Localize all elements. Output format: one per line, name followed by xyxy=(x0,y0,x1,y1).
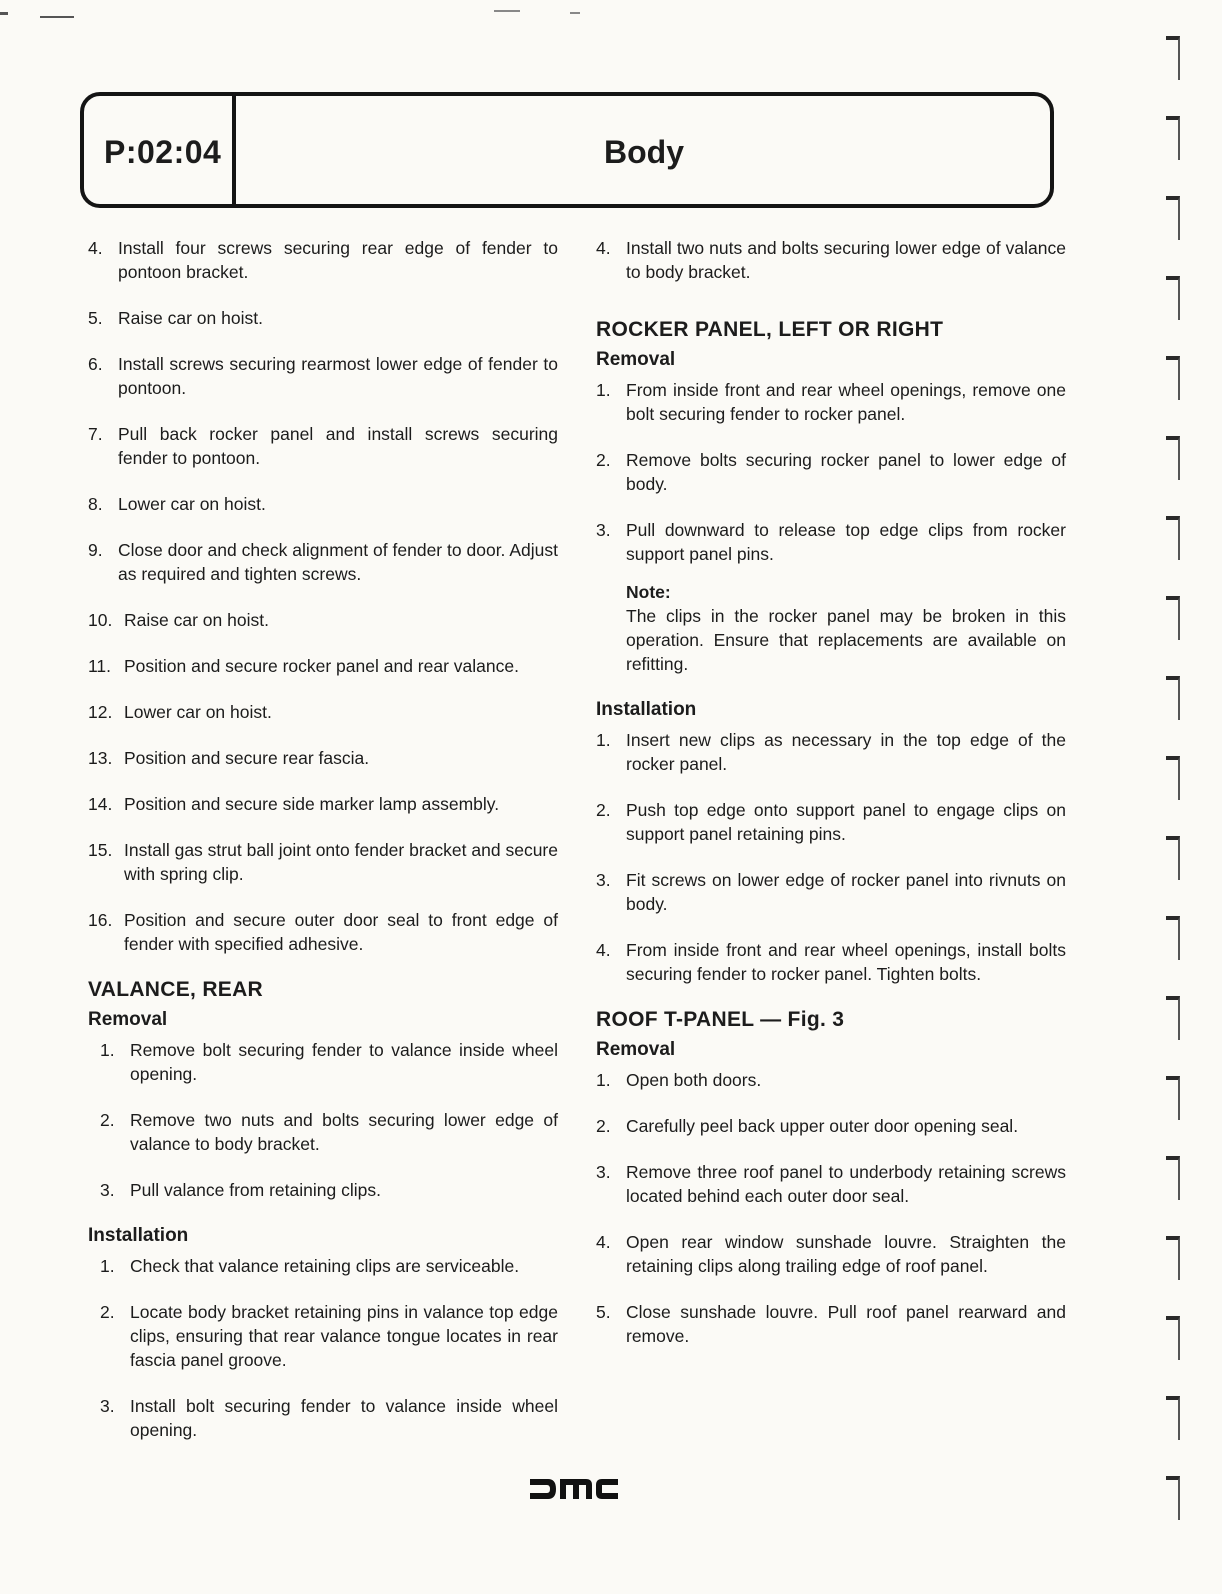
fender-installation-steps xyxy=(88,236,558,956)
subsection-title-installation: Installation xyxy=(88,1225,189,1246)
valance-removal-steps xyxy=(88,1038,558,1202)
list-item: 12. Lower car on hoist. xyxy=(88,702,272,722)
left-column xyxy=(88,236,558,1464)
list-item: 5. Close sunshade louvre. Pull roof panel rearward and remove. xyxy=(596,1302,1066,1346)
dmc-logo xyxy=(528,1476,620,1502)
page-code: P:02:04 xyxy=(104,134,222,170)
section-title-roof-t-panel: ROOF T-PANEL — Fig. 3 xyxy=(596,1008,845,1031)
roof-removal-steps xyxy=(596,1068,1066,1348)
list-item: 4. Open rear window sunshade louvre. Straighten the retaining clips along trailing edge of roof panel. xyxy=(596,1232,1066,1276)
list-item: 2. Push top edge onto support panel to engage clips on support panel retaining pins. xyxy=(596,800,1066,844)
list-item: 1. Remove bolt securing fender to valance inside wheel opening. xyxy=(100,1040,558,1084)
list-item: 6. Install screws securing rearmost lower edge of fender to pontoon. xyxy=(88,354,558,398)
section-title-valance: VALANCE, REAR xyxy=(88,978,264,1001)
list-item: 3. Pull valance from retaining clips. xyxy=(100,1180,381,1200)
subsection-title-removal: Removal xyxy=(596,349,676,370)
list-item: 2. Locate body bracket retaining pins in valance top edge clips, ensuring that rear valance tongue locates in rear fascia panel groove. xyxy=(100,1302,558,1370)
list-item: 11. Position and secure rocker panel and rear valance. xyxy=(88,656,519,676)
note-text: The clips in the rocker panel may be broken in this operation. Ensure that replacements are available on refitting. xyxy=(626,606,1066,674)
rocker-removal-steps xyxy=(596,378,1066,566)
list-item: 4. Install four screws securing rear edge of fender to pontoon bracket. xyxy=(88,238,558,282)
list-item: 3. Pull downward to release top edge clips from rocker support panel pins. xyxy=(596,520,1066,564)
binder-edge-marks xyxy=(1160,30,1190,1570)
list-item: 3. Fit screws on lower edge of rocker panel into rivnuts on body. xyxy=(596,870,1066,914)
page-code-cell xyxy=(84,96,236,204)
list-item: 10. Raise car on hoist. xyxy=(88,610,269,630)
list-item: 1. From inside front and rear wheel openings, remove one bolt securing fender to rocker panel. xyxy=(596,380,1066,424)
right-column xyxy=(596,236,1066,1370)
list-item: 1. Open both doors. xyxy=(596,1070,762,1090)
list-item: 4. From inside front and rear wheel openings, install bolts securing fender to rocker panel. Tighten bolts. xyxy=(596,940,1066,984)
list-item: 3. Remove three roof panel to underbody retaining screws located behind each outer door seal. xyxy=(596,1162,1066,1206)
scan-speck xyxy=(40,16,74,18)
list-item: 3. Install bolt securing fender to valance inside wheel opening. xyxy=(100,1396,558,1440)
list-item: 1. Check that valance retaining clips are serviceable. xyxy=(100,1256,520,1276)
list-item: 4. Install two nuts and bolts securing lower edge of valance to body bracket. xyxy=(596,238,1066,282)
list-item: 15. Install gas strut ball joint onto fender bracket and secure with spring clip. xyxy=(88,840,558,884)
list-item: 7. Pull back rocker panel and install screws securing fender to pontoon. xyxy=(88,424,558,468)
scan-speck xyxy=(494,10,520,12)
valance-installation-continued xyxy=(596,236,1066,284)
subsection-title-installation: Installation xyxy=(596,699,697,720)
list-item: 13. Position and secure rear fascia. xyxy=(88,748,370,768)
list-item: 1. Insert new clips as necessary in the top edge of the rocker panel. xyxy=(596,730,1066,774)
note-label: Note: xyxy=(626,582,671,602)
scan-speck xyxy=(570,12,580,14)
page-header xyxy=(80,92,1054,208)
list-item: 8. Lower car on hoist. xyxy=(88,494,266,514)
subsection-title-removal: Removal xyxy=(88,1009,168,1030)
section-title-rocker-panel: ROCKER PANEL, LEFT OR RIGHT xyxy=(596,318,944,341)
list-item: 2. Carefully peel back upper outer door opening seal. xyxy=(596,1116,1019,1136)
page-title: Body xyxy=(604,134,684,170)
list-item: 9. Close door and check alignment of fender to door. Adjust as required and tighten screws. xyxy=(88,540,558,584)
list-item: 5. Raise car on hoist. xyxy=(88,308,263,328)
list-item: 14. Position and secure side marker lamp assembly. xyxy=(88,794,500,814)
valance-installation-steps xyxy=(88,1254,558,1442)
subsection-title-removal: Removal xyxy=(596,1039,676,1060)
rocker-installation-steps xyxy=(596,728,1066,986)
list-item: 2. Remove two nuts and bolts securing lower edge of valance to body bracket. xyxy=(100,1110,558,1154)
list-item: 2. Remove bolts securing rocker panel to lower edge of body. xyxy=(596,450,1066,494)
scan-speck xyxy=(0,12,8,15)
note-block xyxy=(596,580,1066,676)
list-item: 16. Position and secure outer door seal to front edge of fender with specified adhesive. xyxy=(88,910,558,954)
